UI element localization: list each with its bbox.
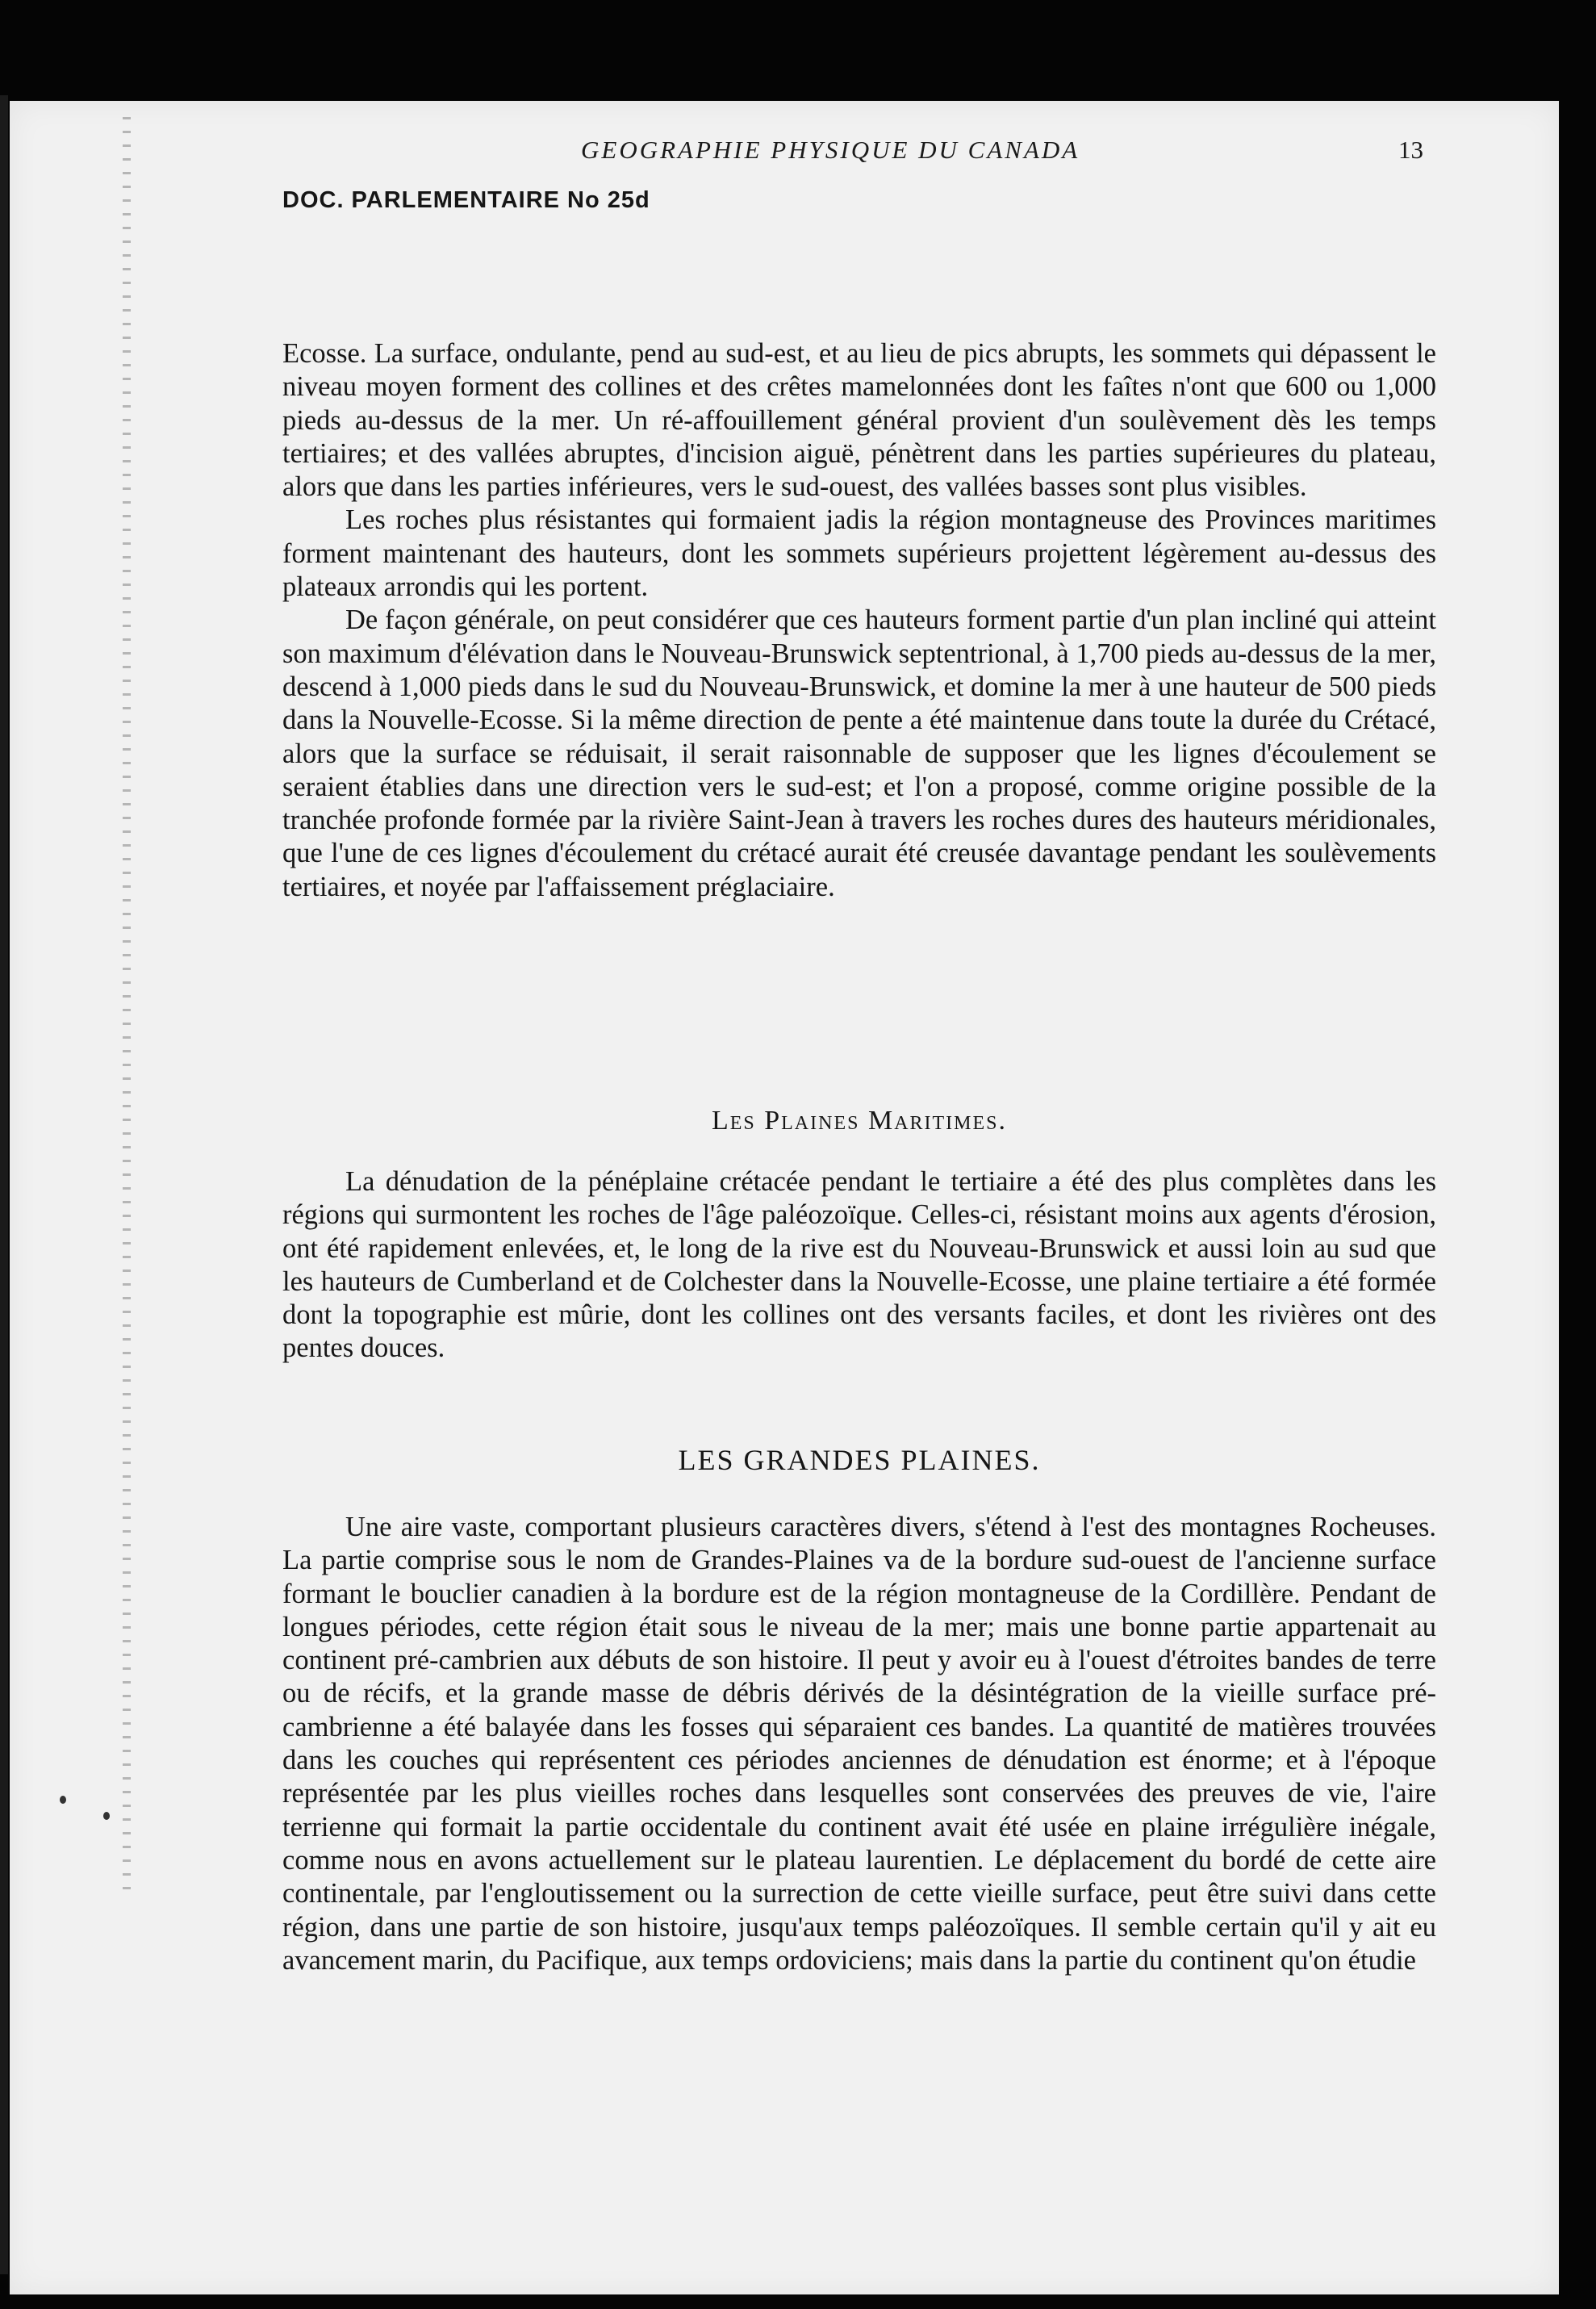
document-label: DOC. PARLEMENTAIRE No 25d [282, 187, 650, 213]
section-heading-plaines-maritimes: Les Plaines Maritimes. [711, 1106, 1008, 1136]
body-text-grandes-plaines [282, 1511, 1436, 1977]
body-text-maritimes [282, 1165, 1436, 1366]
page-header [0, 136, 1549, 184]
margin-mark [103, 1812, 110, 1820]
paragraph: Ecosse. La surface, ondulante, pend au sud-est, et au lieu de pics abrupts, les sommets qui dépassent le niveau moyen forment des collines et des crêtes mamelonnées dont les faîtes n'ont que 600 ou 1,000 pieds au-dessus de la mer. Un ré-affouillement général provient d'un soulèvement dès les temps tertiaires; et des vallées abruptes, d'incision aiguë, pénètrent dans les parties supérieures du plateau, alors que dans les parties inférieures, vers le sud-ouest, des vallées basses sont plus visibles. [282, 338, 1436, 503]
page-number: 13 [1398, 136, 1423, 164]
paragraph: Une aire vaste, comportant plusieurs caractères divers, s'étend à l'est des montagnes Rocheuses. La partie comprise sous le nom de Grandes-Plaines va de la bordure sud-ouest de l'ancienne surface formant le bouclier canadien à la bordure est de la région montagneuse de la Cordillère. Pendant de longues périodes, cette région était sous le niveau de la mer; mais une bonne partie appartenait au continent pré-cambrien aux débuts de son histoire. Il peut y avoir eu à l'ouest d'étroites bandes de terre ou de récifs, et la grande masse de débris dérivés de la désintégration de la vieille surface pré-cambrienne a été balayée dans les fosses qui séparaient ces bandes. La quantité de matières trouvées dans les couches qui représentent ces périodes anciennes de dénudation est énorme; et à l'époque représentée par les plus vieilles roches dans lesquelles sont conservées des preuves de vie, l'aire terrienne qui formait la partie occidentale du continent avait été usée en plaine irrégulière inégale, comme nous en avons actuellement sur le plateau laurentien. Le déplacement du bordé de cette aire continentale, par l'engloutissement ou la surrection de cette vieille surface, peut être suivi dans cette région, dans une partie de son histoire, jusqu'aux temps paléozoïques. Il semble certain qu'il y ait eu avancement marin, du Pacifique, aux temps ordoviciens; mais dans la partie du continent qu'on étudie [282, 1512, 1436, 1976]
paragraph: Les roches plus résistantes qui formaient jadis la région montagneuse des Provinces maritimes forment maintenant des hauteurs, dont les sommets supérieurs projettent légèrement au-dessus des plateaux arrondis qui les portent. [282, 504, 1436, 603]
binding-shadow [123, 117, 131, 1893]
scan-border [0, 95, 8, 2274]
margin-mark [60, 1796, 66, 1804]
section-heading-grandes-plaines: LES GRANDES PLAINES. [678, 1444, 1041, 1476]
paragraph: La dénudation de la pénéplaine crétacée pendant le tertiaire a été des plus complètes dans les régions qui surmontent les roches de l'âge paléozoïque. Celles-ci, résistant moins aux agents d'érosion, ont été rapidement enlevées, et, le long de la rive est du Nouveau-Brunswick et aussi loin au sud que les hauteurs de Cumberland et de Colchester dans la Nouvelle-Ecosse, une plaine tertiaire a été formée dont la topographie est mûrie, dont les collines ont des versants faciles, et dont les rivières ont des pentes douces. [282, 1166, 1436, 1364]
running-title: GEOGRAPHIE PHYSIQUE DU CANADA [581, 136, 1080, 164]
body-text-top [282, 337, 1436, 904]
paragraph: De façon générale, on peut considérer que ces hauteurs forment partie d'un plan incliné qui atteint son maximum d'élévation dans le Nouveau-Brunswick septentrional, à 1,700 pieds au-dessus de la mer, descend à 1,000 pieds dans le sud du Nouveau-Brunswick, et domine la mer à une hauteur de 500 pieds dans la Nouvelle-Ecosse. Si la même direction de pente a été maintenue dans toute la durée du Crétacé, alors que la surface se réduisait, il serait raisonnable de supposer que les lignes d'écoulement se seraient établies dans une direction vers le sud-est; et l'on a proposé, comme origine possible de la tranchée profonde formée par la rivière Saint-Jean à travers les roches dures des hauteurs méridionales, que l'une de ces lignes d'écoulement du crétacé aurait été creusée davantage pendant les soulèvements tertiaires, et noyée par l'affaissement préglaciaire. [282, 604, 1436, 902]
